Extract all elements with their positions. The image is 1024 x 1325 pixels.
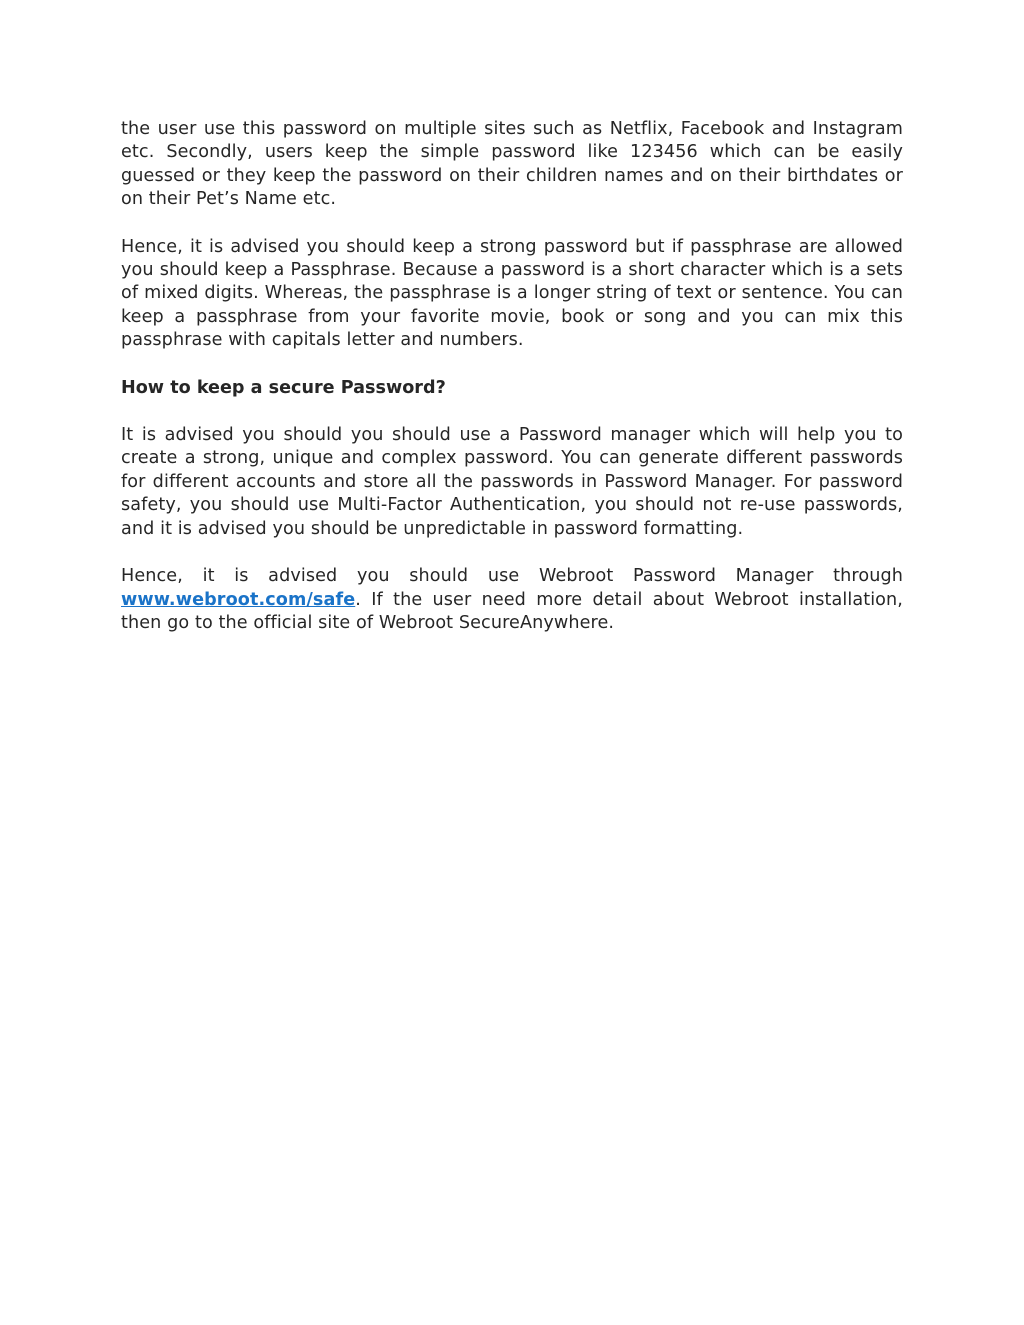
paragraph-webroot-outro: . If the user need more detail about Webroot installation, then go to the official site of Webroot SecureAnywhere.	[121, 589, 903, 633]
paragraph-password-manager: It is advised you should you should use a Password manager which will help you to create a strong, unique and complex password. You can generate different passwords for different accounts and store all the passwords in Password Manager. For password safety, you should use Multi-Factor Authentication, you should not re-use passwords, and it is advised you should be unpredictable in password formatting.	[121, 425, 903, 539]
paragraph-passphrase-advice: Hence, it is advised you should keep a strong password but if passphrase are allowed you should keep a Passphrase. Because a password is a short character which is a sets of mixed digits. Whereas, the passphrase is a longer string of text or sentence. You can keep a passphrase from your favorite movie, book or song and you can mix this passphrase with capitals letter and numbers.	[121, 236, 903, 351]
paragraph-webroot-intro: Hence, it is advised you should use Webroot Password Manager through	[121, 566, 903, 587]
paragraph-password-reuse: the user use this password on multiple sites such as Netflix, Facebook and Instagram etc. Secondly, users keep the simple password like 123456 which can be easily guessed or they keep the password on their children names and on their birthdates or on their Pet’s Name etc.	[121, 119, 903, 210]
webroot-safe-link[interactable]: www.webroot.com/safe	[121, 589, 356, 610]
section-heading: How to keep a secure Password?	[121, 377, 446, 398]
paragraph-webroot	[121, 565, 903, 635]
document-page	[121, 118, 903, 659]
